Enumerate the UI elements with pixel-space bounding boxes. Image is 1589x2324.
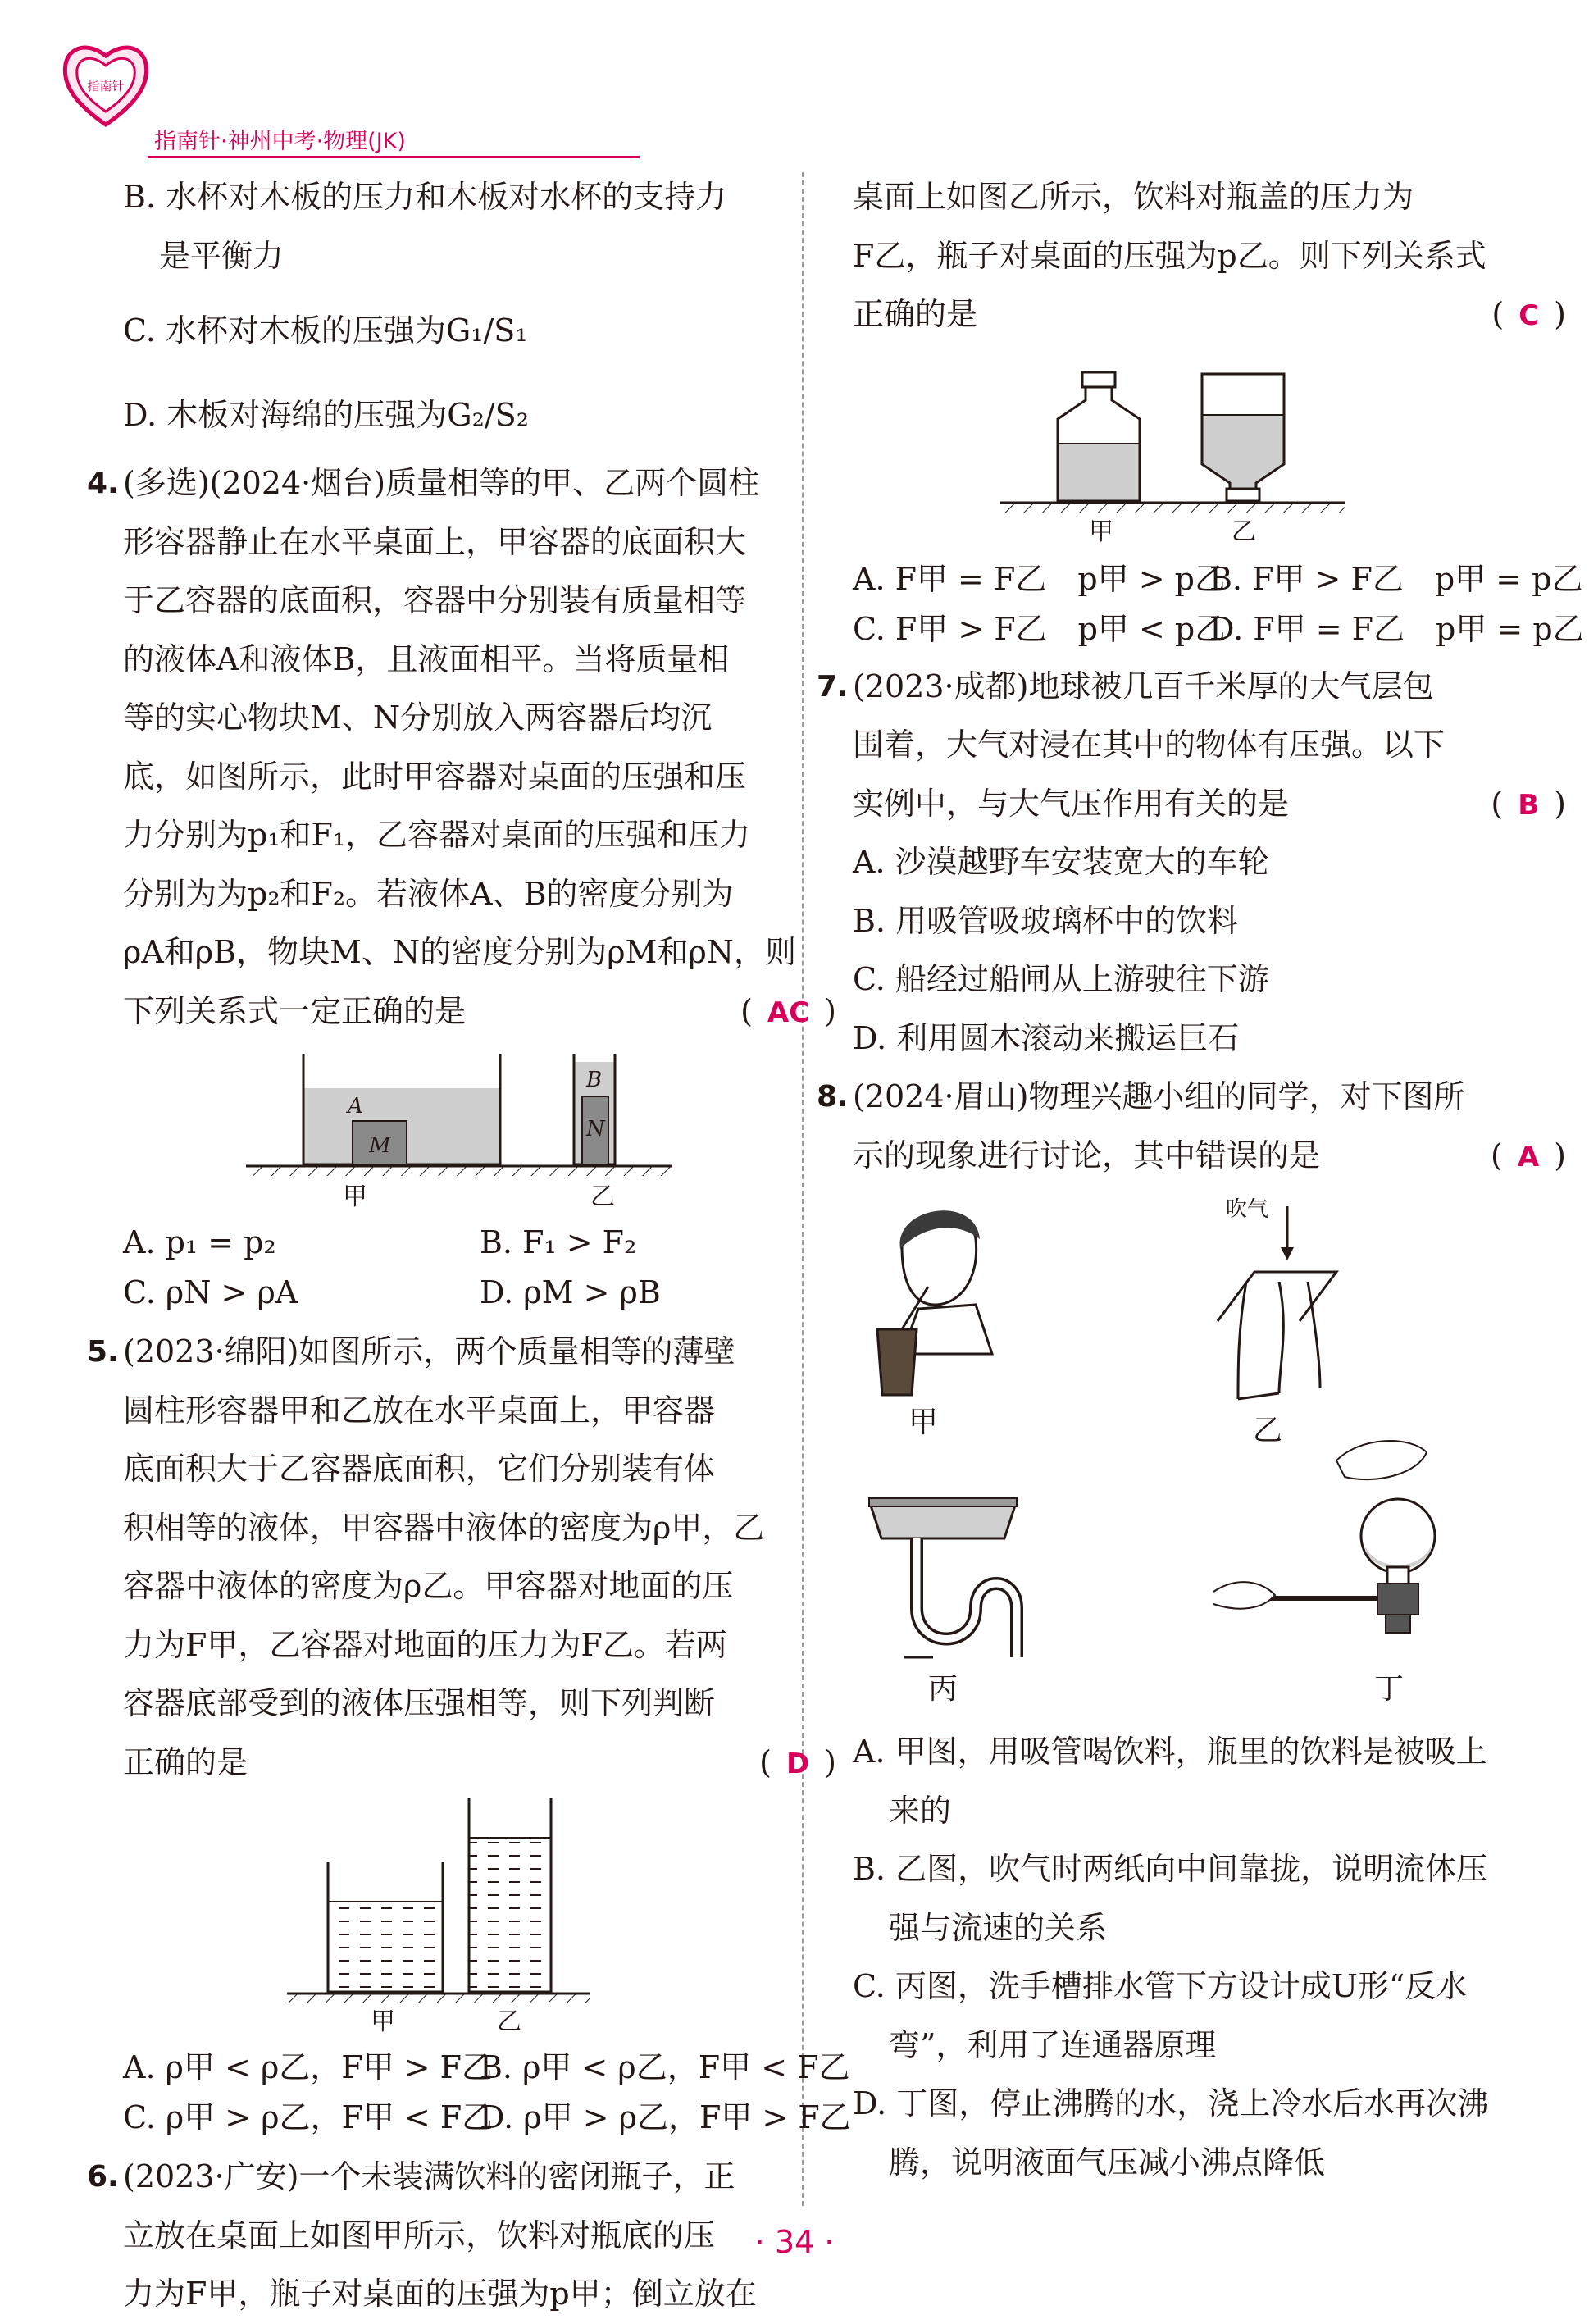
- label-m: M: [369, 1133, 391, 1158]
- q4-line: (多选)(2024·烟台)质量相等的甲、乙两个圆柱: [123, 465, 760, 501]
- q8-option-b-cont: 强与流速的关系: [889, 1909, 1108, 1946]
- label-jia: 甲: [908, 1406, 939, 1439]
- page-header: [57, 33, 582, 164]
- q5-line: (2023·绵阳)如图所示，两个质量相等的薄壁: [123, 1333, 735, 1369]
- question-number: 4.: [87, 467, 119, 500]
- q6-figure: [853, 349, 1566, 546]
- q4-option-c: C. ρN > ρA: [123, 1274, 298, 1310]
- q5-line: 底面积大于乙容器底面积，它们分别装有体: [123, 1451, 716, 1487]
- q7-line: 围着，大气对浸在其中的物体有压强。以下: [853, 727, 1446, 763]
- label-b: B: [586, 1068, 603, 1092]
- question-5: [87, 1323, 851, 2143]
- label-yi: 乙: [590, 1183, 615, 1210]
- q8-option-c-cont: 弯”，利用了连通器原理: [889, 2026, 1217, 2063]
- answer-bracket: ( B ): [1491, 785, 1566, 822]
- q5-option-d: D. ρ甲 > ρ乙，F甲 > F乙: [480, 2099, 851, 2135]
- q6-option-d: D. F甲 = F乙 p甲 = p乙: [1209, 610, 1584, 647]
- question-number: 7.: [817, 669, 849, 704]
- q6-line: 力为F甲，瓶子对桌面的压强为p甲；倒立放在: [123, 2276, 757, 2312]
- label-n: N: [586, 1117, 605, 1141]
- answer-bracket: ( AC ): [740, 992, 836, 1029]
- q5-option-c: C. ρ甲 > ρ乙，F甲 < F乙: [123, 2099, 494, 2135]
- q8-option-a: A. 甲图，用吸管喝饮料，瓶里的饮料是被吸上: [853, 1734, 1487, 1770]
- page-number: · 34 ·: [754, 2224, 835, 2260]
- label-jia: 甲: [343, 1183, 367, 1210]
- q4-line: 等的实心物块M、N分别放入两容器后均沉: [123, 699, 713, 736]
- q4-options-row: [123, 1218, 836, 1268]
- q5-line: 力为F甲，乙容器对地面的压力为F乙。若两: [123, 1626, 727, 1663]
- question-8: [817, 1068, 1566, 2192]
- question-number: 5.: [87, 1335, 119, 1369]
- q8-figure: [853, 1190, 1566, 1715]
- q7-line: (2023·成都)地球被几百千米厚的大气层包: [853, 668, 1434, 704]
- q6-options-row: [853, 554, 1583, 604]
- answer-bracket: ( D ): [759, 1743, 836, 1780]
- q4-line: 的液体A和液体B，且液面相平。当将质量相: [123, 640, 730, 677]
- q5-options-row: [123, 2093, 851, 2143]
- question-4: [87, 454, 836, 1318]
- q5-line: 积相等的液体，甲容器中液体的密度为ρ甲，乙: [123, 1509, 765, 1546]
- q4-line: ρA和ρB，物块M、N的密度分别为ρM和ρN，则: [123, 934, 797, 970]
- question-number: 6.: [87, 2160, 119, 2194]
- q8-line: 示的现象进行讨论，其中错误的是 ( A ): [853, 1127, 1566, 1186]
- q8-option-c: C. 丙图，洗手槽排水管下方设计成U形“反水: [853, 1968, 1468, 2004]
- answer-text: AC: [767, 996, 810, 1029]
- q4-figure: [123, 1046, 836, 1210]
- left-column: [87, 168, 851, 2324]
- q5-figure: [123, 1797, 836, 2035]
- q8-line: (2024·眉山)物理兴趣小组的同学，对下图所: [853, 1078, 1465, 1114]
- q4-line: 下列关系式一定正确的是 ( AC ): [123, 982, 836, 1041]
- q6-option-b: B. F甲 > F乙 p甲 = p乙: [1209, 560, 1583, 597]
- q7-line: 实例中，与大气压作用有关的是 ( B ): [853, 775, 1566, 834]
- q6-line: 桌面上如图乙所示，饮料对瓶盖的压力为: [853, 179, 1414, 215]
- q5-line: 正确的是 ( D ): [123, 1734, 836, 1793]
- logo-text: 指南针: [87, 79, 125, 93]
- question-6-continued: [853, 168, 1584, 654]
- label-yi: 乙: [1232, 517, 1256, 546]
- answer-text: D: [785, 1747, 810, 1780]
- blow-label: 吹气: [1226, 1197, 1269, 1222]
- q4-line: 于乙容器的底面积，容器中分别装有质量相等: [123, 582, 747, 618]
- header-rule: [148, 156, 640, 158]
- q7-option-b: B. 用吸管吸玻璃杯中的饮料: [853, 902, 1239, 939]
- q6-line: (2023·广安)一个未装满饮料的密闭瓶子，正: [123, 2158, 735, 2194]
- q5-line: 容器中液体的密度为ρ乙。甲容器对地面的压: [123, 1568, 734, 1604]
- q5-options-row: [123, 2043, 850, 2093]
- publisher-logo-icon: [57, 33, 154, 131]
- q7-option-a: A. 沙漠越野车安装宽大的车轮: [853, 844, 1269, 880]
- q4-option-a: A. p₁ = p₂: [123, 1224, 276, 1260]
- q5-line: 容器底部受到的液体压强相等，则下列判断: [123, 1685, 716, 1721]
- q3-option-d: D. 木板对海绵的压强为G₂/S₂: [123, 397, 529, 433]
- label-jia: 甲: [1089, 517, 1113, 546]
- answer-text: C: [1518, 299, 1540, 332]
- q4-line: 力分别为p₁和F₁，乙容器对桌面的压强和压力: [123, 817, 751, 853]
- bottle-cap: [1082, 372, 1115, 387]
- q5-line: 圆柱形容器甲和乙放在水平桌面上，甲容器: [123, 1392, 716, 1429]
- sink-ubend-drawing: [869, 1498, 1017, 1657]
- q6-option-a: A. F甲 = F乙 p甲 > p乙: [853, 560, 1226, 597]
- q4-line: 分别为为p₂和F₂。若液体A、B的密度分别为: [123, 875, 734, 912]
- question-number: 8.: [817, 1080, 849, 1114]
- answer-bracket: ( A ): [1491, 1137, 1566, 1173]
- q4-option-d: D. ρM > ρB: [480, 1274, 661, 1310]
- answer-bracket: ( C ): [1491, 296, 1566, 332]
- q3-option-b: B. 水杯对木板的压力和木板对水杯的支持力: [123, 179, 727, 215]
- bottle-cap: [1227, 489, 1259, 501]
- q3-option-b-cont: 是平衡力: [159, 237, 285, 274]
- label-yi: 乙: [497, 2007, 521, 2035]
- q4-line: 形容器静止在水平桌面上，甲容器的底面积大: [123, 523, 747, 560]
- q6-option-c: C. F甲 > F乙 p甲 < p乙: [853, 610, 1227, 647]
- q4-option-b: B. F₁ > F₂: [480, 1224, 637, 1260]
- q4-line: 底，如图所示，此时甲容器对桌面的压强和压: [123, 758, 747, 795]
- right-column: [817, 168, 1584, 2192]
- boy-straw-drawing: [877, 1210, 992, 1395]
- q6-options-row: [853, 604, 1584, 654]
- q8-option-d-cont: 腾，说明液面气压减小沸点降低: [889, 2144, 1326, 2180]
- q7-option-c: C. 船经过船闸从上游驶往下游: [853, 961, 1269, 997]
- two-papers-drawing: [1218, 1197, 1336, 1399]
- q3-option-c: C. 水杯对木板的压强为G₁/S₁: [123, 312, 528, 349]
- q8-option-d: D. 丁图，停止沸腾的水，浇上冷水后水再次沸: [853, 2085, 1489, 2121]
- label-yi: 乙: [1253, 1414, 1283, 1447]
- q5-option-b: B. ρ甲 < ρ乙，F甲 < F乙: [480, 2049, 850, 2085]
- answer-text: A: [1517, 1140, 1540, 1173]
- label-a: A: [348, 1094, 363, 1119]
- header-title: 指南针·神州中考·物理(JK): [154, 129, 406, 154]
- q7-option-d: D. 利用圆木滚动来搬运巨石: [853, 1019, 1240, 1056]
- q8-option-b: B. 乙图，吹气时两纸向中间靠拢，说明流体压: [853, 1851, 1488, 1887]
- label-bing: 丙: [928, 1672, 958, 1706]
- q6-line: F乙，瓶子对桌面的压强为p乙。则下列关系式: [853, 237, 1487, 274]
- question-7: [817, 658, 1566, 1069]
- label-jia: 甲: [371, 2007, 395, 2035]
- label-ding: 丁: [1374, 1672, 1405, 1706]
- answer-text: B: [1518, 788, 1540, 822]
- flask-cold-water-drawing: [1213, 1441, 1435, 1633]
- q5-option-a: A. ρ甲 < ρ乙，F甲 > F乙: [123, 2049, 494, 2085]
- q6-line: 正确的是 ( C ): [853, 285, 1566, 344]
- q6-line: 立放在桌面上如图甲所示，饮料对瓶底的压: [123, 2217, 716, 2253]
- q4-options-row: [123, 1268, 836, 1318]
- q8-option-a-cont: 来的: [889, 1792, 952, 1829]
